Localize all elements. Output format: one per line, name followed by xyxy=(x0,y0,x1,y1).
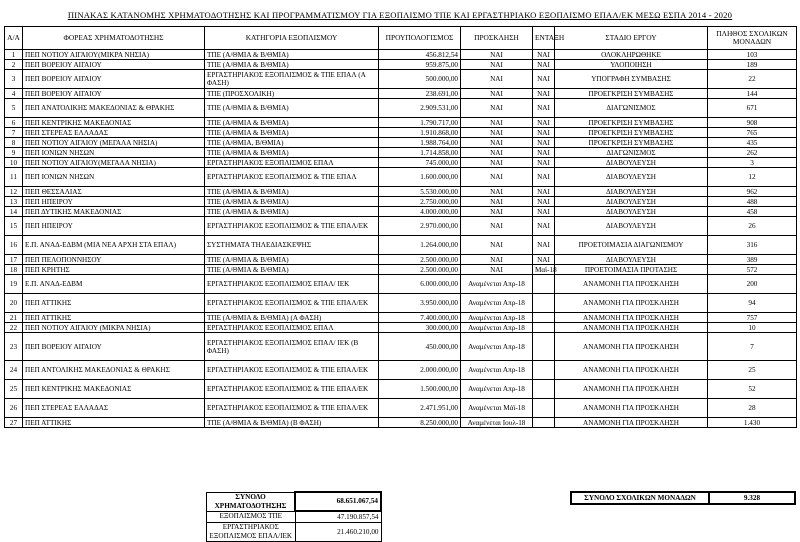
table-row xyxy=(5,333,797,361)
row-category: ΤΠΕ (Α/ΘΜΙΑ & Β/ΘΜΙΑ) xyxy=(205,118,379,128)
schools-total xyxy=(570,491,796,505)
row-number: 15 xyxy=(5,217,23,236)
row-inclusion-status xyxy=(533,333,555,361)
row-school-count: 316 xyxy=(708,236,797,255)
row-inclusion-status: ΝΑΙ xyxy=(533,168,555,187)
funding-totals xyxy=(206,491,382,542)
row-category: ΕΡΓΑΣΤΗΡΙΑΚΟΣ ΕΞΟΠΛΙΣΜΟΣ ΕΠΑΛ xyxy=(205,323,379,333)
row-category: ΕΡΓΑΣΤΗΡΙΑΚΟΣ ΕΞΟΠΛΙΣΜΟΣ & ΤΠΕ ΕΠΑΛ xyxy=(205,168,379,187)
row-organization: ΠΕΠ ΔΥΤΙΚΗΣ ΜΑΚΕΔΟΝΙΑΣ xyxy=(23,207,205,217)
row-school-count: 52 xyxy=(708,380,797,399)
row-category: ΤΠΕ (Α/ΘΜΙΑ & Β/ΘΜΙΑ) xyxy=(205,265,379,275)
row-inclusion-status: ΝΑΙ xyxy=(533,50,555,60)
row-category: ΕΡΓΑΣΤΗΡΙΑΚΟΣ ΕΞΟΠΛΙΣΜΟΣ ΕΠΑΛ/ ΙΕΚ (Β ΦΑΣΗ) xyxy=(205,333,379,361)
row-budget: 238.691,00 xyxy=(379,89,461,99)
row-school-count: 7 xyxy=(708,333,797,361)
row-project-stage: ΑΝΑΜΟΝΗ ΓΙΑ ΠΡΟΣΚΛΗΣΗ xyxy=(555,361,708,380)
row-inclusion-status xyxy=(533,380,555,399)
table-row xyxy=(5,99,797,118)
row-number: 12 xyxy=(5,187,23,197)
row-budget: 450.000,00 xyxy=(379,333,461,361)
row-organization: ΠΕΠ ΑΤΤΙΚΗΣ xyxy=(23,313,205,323)
lab-total-value: 21.460.210,00 xyxy=(295,523,381,542)
row-inclusion-status: ΝΑΙ xyxy=(533,128,555,138)
row-project-stage: ΑΝΑΜΟΝΗ ΓΙΑ ΠΡΟΣΚΛΗΣΗ xyxy=(555,275,708,294)
row-organization: ΠΕΠ ΝΟΤΙΟΥ ΑΙΓΑΙΟΥ(ΜΙΚΡΑ ΝΗΣΙΑ) xyxy=(23,50,205,60)
table-row xyxy=(5,60,797,70)
row-school-count: 28 xyxy=(708,399,797,418)
row-number: 23 xyxy=(5,333,23,361)
row-number: 8 xyxy=(5,138,23,148)
row-number: 27 xyxy=(5,418,23,428)
row-number: 20 xyxy=(5,294,23,313)
table-row xyxy=(5,236,797,255)
row-category: ΤΠΕ (Α/ΘΜΙΑ & Β/ΘΜΙΑ) xyxy=(205,99,379,118)
row-school-count: 458 xyxy=(708,207,797,217)
row-category: ΤΠΕ (Α/ΘΜΙΑ, Β/ΘΜΙΑ) xyxy=(205,138,379,148)
col-header-inclusion: ΕΝΤΑΞΗ xyxy=(533,27,555,50)
row-organization: ΠΕΠ ΒΟΡΕΙΟΥ ΑΙΓΑΙΟΥ xyxy=(23,60,205,70)
row-category: ΤΠΕ (Α/ΘΜΙΑ & Β/ΘΜΙΑ) (Α ΦΑΣΗ) xyxy=(205,313,379,323)
table-row xyxy=(5,50,797,60)
row-budget: 2.970.000,00 xyxy=(379,217,461,236)
row-category: ΕΡΓΑΣΤΗΡΙΑΚΟΣ ΕΞΟΠΛΙΣΜΟΣ ΕΠΑΛ xyxy=(205,158,379,168)
allocation-table xyxy=(4,26,797,428)
row-call-status: ΝΑΙ xyxy=(461,236,533,255)
row-number: 5 xyxy=(5,99,23,118)
row-call-status: Αναμένεται Απρ-18 xyxy=(461,294,533,313)
row-number: 21 xyxy=(5,313,23,323)
row-call-status: ΝΑΙ xyxy=(461,217,533,236)
row-budget: 1.790.717,00 xyxy=(379,118,461,128)
row-organization: ΠΕΠ ΚΕΝΤΡΙΚΗΣ ΜΑΚΕΔΟΝΙΑΣ xyxy=(23,380,205,399)
table-row xyxy=(5,158,797,168)
row-call-status: ΝΑΙ xyxy=(461,60,533,70)
row-organization: ΠΕΠ ΗΠΕΙΡΟΥ xyxy=(23,217,205,236)
row-inclusion-status: ΝΑΙ xyxy=(533,60,555,70)
row-organization: ΠΕΠ ΑΤΤΙΚΗΣ xyxy=(23,418,205,428)
row-call-status: ΝΑΙ xyxy=(461,128,533,138)
row-number: 26 xyxy=(5,399,23,418)
table-row xyxy=(5,70,797,89)
table-row xyxy=(5,323,797,333)
row-number: 14 xyxy=(5,207,23,217)
row-category: ΤΠΕ (Α/ΘΜΙΑ & Β/ΘΜΙΑ) xyxy=(205,207,379,217)
row-budget: 1.500.000,00 xyxy=(379,380,461,399)
row-project-stage: ΔΙΑΒΟΥΛΕΥΣΗ xyxy=(555,187,708,197)
row-call-status: ΝΑΙ xyxy=(461,148,533,158)
table-row xyxy=(5,313,797,323)
row-school-count: 435 xyxy=(708,138,797,148)
table-row xyxy=(5,265,797,275)
row-budget: 7.400.000,00 xyxy=(379,313,461,323)
row-project-stage: ΑΝΑΜΟΝΗ ΓΙΑ ΠΡΟΣΚΛΗΣΗ xyxy=(555,418,708,428)
col-header-stage: ΣΤΑΔΙΟ ΕΡΓΟΥ xyxy=(555,27,708,50)
row-inclusion-status xyxy=(533,275,555,294)
row-school-count: 1.430 xyxy=(708,418,797,428)
row-category: ΤΠΕ (Α/ΘΜΙΑ & Β/ΘΜΙΑ) xyxy=(205,187,379,197)
row-number: 6 xyxy=(5,118,23,128)
row-organization: ΠΕΠ ΒΟΡΕΙΟΥ ΑΙΓΑΙΟΥ xyxy=(23,333,205,361)
row-project-stage: ΑΝΑΜΟΝΗ ΓΙΑ ΠΡΟΣΚΛΗΣΗ xyxy=(555,380,708,399)
row-organization: ΠΕΠ ΙΟΝΙΩΝ ΝΗΣΩΝ xyxy=(23,148,205,158)
row-inclusion-status: ΝΑΙ xyxy=(533,236,555,255)
col-header-schools: ΠΛΗΘΟΣ ΣΧΟΛΙΚΩΝ ΜΟΝΑΔΩΝ xyxy=(708,27,797,50)
row-budget: 2.750.000,00 xyxy=(379,197,461,207)
row-school-count: 144 xyxy=(708,89,797,99)
row-budget: 300.000,00 xyxy=(379,323,461,333)
row-category: ΤΠΕ (Α/ΘΜΙΑ & Β/ΘΜΙΑ) (Β ΦΑΣΗ) xyxy=(205,418,379,428)
row-project-stage: ΠΡΟΕΤΟΙΜΑΣΙΑ ΠΡΟΤΑΣΗΣ xyxy=(555,265,708,275)
col-header-category: ΚΑΤΗΓΟΡΙΑ ΕΞΟΠΛΙΣΜΟΥ xyxy=(205,27,379,50)
row-number: 19 xyxy=(5,275,23,294)
row-call-status: ΝΑΙ xyxy=(461,70,533,89)
table-row xyxy=(5,89,797,99)
row-call-status: ΝΑΙ xyxy=(461,158,533,168)
row-school-count: 12 xyxy=(708,168,797,187)
tpe-total-label: ΕΞΟΠΛΙΣΜΟΣ ΤΠΕ xyxy=(207,511,296,523)
row-budget: 1.988.764,00 xyxy=(379,138,461,148)
row-number: 16 xyxy=(5,236,23,255)
row-school-count: 200 xyxy=(708,275,797,294)
row-category: ΕΡΓΑΣΤΗΡΙΑΚΟΣ ΕΞΟΠΛΙΣΜΟΣ & ΤΠΕ ΕΠΑΛ (Α ΦΑΣΗ) xyxy=(205,70,379,89)
row-category: ΕΡΓΑΣΤΗΡΙΑΚΟΣ ΕΞΟΠΛΙΣΜΟΣ & ΤΠΕ ΕΠΑΛ/ΕΚ xyxy=(205,380,379,399)
row-inclusion-status xyxy=(533,294,555,313)
total-schools-label: ΣΥΝΟΛΟ ΣΧΟΛΙΚΩΝ ΜΟΝΑΔΩΝ xyxy=(571,492,709,504)
row-budget: 4.000.000,00 xyxy=(379,207,461,217)
row-category: ΕΡΓΑΣΤΗΡΙΑΚΟΣ ΕΞΟΠΛΙΣΜΟΣ & ΤΠΕ ΕΠΑΛ/ΕΚ xyxy=(205,399,379,418)
row-project-stage: ΠΡΟΕΓΚΡΙΣΗ ΣΥΜΒΑΣΗΣ xyxy=(555,138,708,148)
row-organization: Ε.Π. ΑΝΑΔ-ΕΔΒΜ xyxy=(23,275,205,294)
row-budget: 2.471.951,00 xyxy=(379,399,461,418)
row-inclusion-status xyxy=(533,399,555,418)
table-row xyxy=(5,418,797,428)
row-project-stage: ΔΙΑΒΟΥΛΕΥΣΗ xyxy=(555,217,708,236)
row-school-count: 10 xyxy=(708,323,797,333)
row-category: ΤΠΕ (Α/ΘΜΙΑ & Β/ΘΜΙΑ) xyxy=(205,128,379,138)
row-school-count: 103 xyxy=(708,50,797,60)
table-row xyxy=(5,168,797,187)
row-school-count: 671 xyxy=(708,99,797,118)
row-budget: 8.250.000,00 xyxy=(379,418,461,428)
row-project-stage: ΠΡΟΕΓΚΡΙΣΗ ΣΥΜΒΑΣΗΣ xyxy=(555,118,708,128)
row-category: ΕΡΓΑΣΤΗΡΙΑΚΟΣ ΕΞΟΠΛΙΣΜΟΣ & ΤΠΕ ΕΠΑΛ/ΕΚ xyxy=(205,361,379,380)
row-school-count: 757 xyxy=(708,313,797,323)
row-organization: ΠΕΠ ΠΕΛΟΠΟΝΝΗΣΟΥ xyxy=(23,255,205,265)
row-call-status: ΝΑΙ xyxy=(461,265,533,275)
row-budget: 456.812,54 xyxy=(379,50,461,60)
row-organization: ΠΕΠ ΝΟΤΙΟΥ ΑΙΓΑΙΟΥ (ΜΙΚΡΑ ΝΗΣΙΑ) xyxy=(23,323,205,333)
row-call-status: ΝΑΙ xyxy=(461,50,533,60)
row-call-status: Αναμένεται Μάϊ-18 xyxy=(461,399,533,418)
table-row xyxy=(5,217,797,236)
row-budget: 959.875,00 xyxy=(379,60,461,70)
row-inclusion-status: ΝΑΙ xyxy=(533,148,555,158)
table-row xyxy=(5,197,797,207)
col-header-call: ΠΡΟΣΚΛΗΣΗ xyxy=(461,27,533,50)
row-category: ΕΡΓΑΣΤΗΡΙΑΚΟΣ ΕΞΟΠΛΙΣΜΟΣ & ΤΠΕ ΕΠΑΛ/ΕΚ xyxy=(205,294,379,313)
row-budget: 1.264.000,00 xyxy=(379,236,461,255)
row-number: 3 xyxy=(5,70,23,89)
table-row xyxy=(5,361,797,380)
row-call-status: ΝΑΙ xyxy=(461,187,533,197)
row-project-stage: ΔΙΑΒΟΥΛΕΥΣΗ xyxy=(555,158,708,168)
row-project-stage: ΑΝΑΜΟΝΗ ΓΙΑ ΠΡΟΣΚΛΗΣΗ xyxy=(555,323,708,333)
row-category: ΕΡΓΑΣΤΗΡΙΑΚΟΣ ΕΞΟΠΛΙΣΜΟΣ ΕΠΑΛ/ ΙΕΚ xyxy=(205,275,379,294)
row-organization: ΠΕΠ ΣΤΕΡΕΑΣ ΕΛΛΑΔΑΣ xyxy=(23,399,205,418)
document-title: ΠΙΝΑΚΑΣ ΚΑΤΑΝΟΜΗΣ ΧΡΗΜΑΤΟΔΟΤΗΣΗΣ ΚΑΙ ΠΡΟΓΡΑΜΜΑΤΙΣΜΟΥ ΓΙΑ ΕΞΟΠΛΙΣΜΟ ΤΠΕ ΚΑΙ ΕΡΓΑΣΤΗΡΙΑΚΟ ΕΞΟΠΛΙΣΜΟ ΕΠΑΛ/ΕΚ ΜΕΣΩ ΕΣΠΑ 2014 - 2020 xyxy=(67,10,733,20)
row-school-count: 389 xyxy=(708,255,797,265)
table-row xyxy=(5,187,797,197)
row-project-stage: ΥΠΟΓΡΑΦΗ ΣΥΜΒΑΣΗΣ xyxy=(555,70,708,89)
row-budget: 6.000.000,00 xyxy=(379,275,461,294)
row-number: 7 xyxy=(5,128,23,138)
row-number: 22 xyxy=(5,323,23,333)
row-inclusion-status: ΝΑΙ xyxy=(533,70,555,89)
row-school-count: 26 xyxy=(708,217,797,236)
table-row xyxy=(5,380,797,399)
col-header-budget: ΠΡΟΥΠΟΛΟΓΙΣΜΟΣ xyxy=(379,27,461,50)
row-call-status: ΝΑΙ xyxy=(461,89,533,99)
row-call-status: Αναμένεται Απρ-18 xyxy=(461,275,533,294)
row-inclusion-status: ΝΑΙ xyxy=(533,99,555,118)
table-row xyxy=(5,128,797,138)
col-header-aa: Α/Α xyxy=(5,27,23,50)
row-category: ΣΥΣΤΗΜΑΤΑ ΤΗΛΕΔΙΑΣΚΕΨΗΣ xyxy=(205,236,379,255)
row-category: ΤΠΕ (Α/ΘΜΙΑ & Β/ΘΜΙΑ) xyxy=(205,148,379,158)
row-organization: ΠΕΠ ΚΕΝΤΡΙΚΗΣ ΜΑΚΕΔΟΝΙΑΣ xyxy=(23,118,205,128)
row-school-count: 962 xyxy=(708,187,797,197)
row-school-count: 488 xyxy=(708,197,797,207)
row-project-stage: ΑΝΑΜΟΝΗ ΓΙΑ ΠΡΟΣΚΛΗΣΗ xyxy=(555,294,708,313)
row-school-count: 3 xyxy=(708,158,797,168)
row-inclusion-status: ΝΑΙ xyxy=(533,197,555,207)
row-number: 24 xyxy=(5,361,23,380)
row-call-status: ΝΑΙ xyxy=(461,197,533,207)
row-project-stage: ΔΙΑΒΟΥΛΕΥΣΗ xyxy=(555,207,708,217)
row-budget: 5.530.000,00 xyxy=(379,187,461,197)
row-call-status: ΝΑΙ xyxy=(461,207,533,217)
row-inclusion-status xyxy=(533,418,555,428)
row-number: 4 xyxy=(5,89,23,99)
row-organization: ΠΕΠ ΗΠΕΙΡΟΥ xyxy=(23,197,205,207)
row-budget: 3.950.000,00 xyxy=(379,294,461,313)
row-call-status: ΝΑΙ xyxy=(461,99,533,118)
row-organization: ΠΕΠ ΣΤΕΡΕΑΣ ΕΛΛΑΔΑΣ xyxy=(23,128,205,138)
row-inclusion-status: ΝΑΙ xyxy=(533,89,555,99)
row-inclusion-status: ΝΑΙ xyxy=(533,255,555,265)
row-school-count: 262 xyxy=(708,148,797,158)
row-school-count: 189 xyxy=(708,60,797,70)
row-category: ΤΠΕ (Α/ΘΜΙΑ & Β/ΘΜΙΑ) xyxy=(205,197,379,207)
row-budget: 1.600.000,00 xyxy=(379,168,461,187)
row-organization: Ε.Π. ΑΝΑΔ-ΕΔΒΜ (ΜΙΑ ΝΕΑ ΑΡΧΗ ΣΤΑ ΕΠΑΛ) xyxy=(23,236,205,255)
row-school-count: 572 xyxy=(708,265,797,275)
row-inclusion-status: ΝΑΙ xyxy=(533,187,555,197)
row-call-status: ΝΑΙ xyxy=(461,168,533,187)
row-call-status: ΝΑΙ xyxy=(461,118,533,128)
table-row xyxy=(5,275,797,294)
row-call-status: ΝΑΙ xyxy=(461,255,533,265)
row-project-stage: ΥΛΟΠΟΙΗΣΗ xyxy=(555,60,708,70)
row-project-stage: ΠΡΟΕΓΚΡΙΣΗ ΣΥΜΒΑΣΗΣ xyxy=(555,128,708,138)
row-call-status: Αναμένεται Απρ-18 xyxy=(461,333,533,361)
row-inclusion-status xyxy=(533,361,555,380)
row-number: 11 xyxy=(5,168,23,187)
row-budget: 2.500.000,00 xyxy=(379,265,461,275)
tpe-total-value: 47.190.857,54 xyxy=(295,511,381,523)
row-project-stage: ΔΙΑΓΩΝΙΣΜΟΣ xyxy=(555,148,708,158)
row-organization: ΠΕΠ ΑΝΤΟΛΙΚΗΣ ΜΑΚΕΔΟΝΙΑΣ & ΘΡΑΚΗΣ xyxy=(23,361,205,380)
total-schools-value: 9.328 xyxy=(709,492,795,504)
row-project-stage: ΑΝΑΜΟΝΗ ΓΙΑ ΠΡΟΣΚΛΗΣΗ xyxy=(555,313,708,323)
row-budget: 745.000,00 xyxy=(379,158,461,168)
row-inclusion-status: Μαϊ-18 xyxy=(533,265,555,275)
row-project-stage: ΔΙΑΓΩΝΙΣΜΟΣ xyxy=(555,99,708,118)
row-inclusion-status: ΝΑΙ xyxy=(533,118,555,128)
row-organization: ΠΕΠ ΚΡΗΤΗΣ xyxy=(23,265,205,275)
row-budget: 1.910.868,00 xyxy=(379,128,461,138)
row-number: 2 xyxy=(5,60,23,70)
row-call-status: ΝΑΙ xyxy=(461,138,533,148)
row-call-status: Αναμένεται Ιουλ-18 xyxy=(461,418,533,428)
row-organization: ΠΕΠ ΑΤΤΙΚΗΣ xyxy=(23,294,205,313)
row-budget: 1.714.858,00 xyxy=(379,148,461,158)
table-row xyxy=(5,294,797,313)
row-budget: 500.000,00 xyxy=(379,70,461,89)
row-number: 25 xyxy=(5,380,23,399)
row-budget: 2.500.000,00 xyxy=(379,255,461,265)
row-project-stage: ΔΙΑΒΟΥΛΕΥΣΗ xyxy=(555,168,708,187)
row-budget: 2.909.531,00 xyxy=(379,99,461,118)
row-number: 9 xyxy=(5,148,23,158)
col-header-org: ΦΟΡΕΑΣ ΧΡΗΜΑΤΟΔΟΤΗΣΗΣ xyxy=(23,27,205,50)
row-number: 13 xyxy=(5,197,23,207)
row-project-stage: ΠΡΟΕΤΟΙΜΑΣΙΑ ΔΙΑΓΩΝΙΣΜΟΥ xyxy=(555,236,708,255)
row-school-count: 22 xyxy=(708,70,797,89)
row-category: ΤΠΕ (Α/ΘΜΙΑ & Β/ΘΜΙΑ) xyxy=(205,60,379,70)
row-call-status: Αναμένεται Απρ-18 xyxy=(461,323,533,333)
row-organization: ΠΕΠ ΑΝΑΤΟΛΙΚΗΣ ΜΑΚΕΔΟΝΙΑΣ & ΘΡΑΚΗΣ xyxy=(23,99,205,118)
row-organization: ΠΕΠ ΝΟΤΙΟΥ ΑΙΓΑΙΟΥ(ΜΕΓΑΛΑ ΝΗΣΙΑ) xyxy=(23,158,205,168)
total-funding-value: 68.651.067,54 xyxy=(295,492,381,511)
row-call-status: Αναμένεται Απρ-18 xyxy=(461,380,533,399)
row-organization: ΠΕΠ ΒΟΡΕΙΟΥ ΑΙΓΑΙΟΥ xyxy=(23,89,205,99)
row-project-stage: ΑΝΑΜΟΝΗ ΓΙΑ ΠΡΟΣΚΛΗΣΗ xyxy=(555,333,708,361)
lab-total-label: ΕΡΓΑΣΤΗΡΙΑΚΟΣ ΕΞΟΠΛΙΣΜΟΣ ΕΠΑΛ/ΙΕΚ xyxy=(207,523,296,542)
row-category: ΤΠΕ (Α/ΘΜΙΑ & Β/ΘΜΙΑ) xyxy=(205,255,379,265)
table-row xyxy=(5,118,797,128)
table-header-row xyxy=(5,27,797,50)
table-row xyxy=(5,138,797,148)
table-row xyxy=(5,207,797,217)
row-organization: ΠΕΠ ΘΕΣΣΑΛΙΑΣ xyxy=(23,187,205,197)
table-row xyxy=(5,148,797,158)
row-budget: 2.000.000,00 xyxy=(379,361,461,380)
row-project-stage: ΑΝΑΜΟΝΗ ΓΙΑ ΠΡΟΣΚΛΗΣΗ xyxy=(555,399,708,418)
row-organization: ΠΕΠ ΒΟΡΕΙΟΥ ΑΙΓΑΙΟΥ xyxy=(23,70,205,89)
row-category: ΤΠΕ (ΠΡΟΣΧΟΛΙΚΗ) xyxy=(205,89,379,99)
row-project-stage: ΔΙΑΒΟΥΛΕΥΣΗ xyxy=(555,197,708,207)
row-category: ΤΠΕ (Α/ΘΜΙΑ & Β/ΘΜΙΑ) xyxy=(205,50,379,60)
table-row xyxy=(5,399,797,418)
row-school-count: 908 xyxy=(708,118,797,128)
row-inclusion-status xyxy=(533,323,555,333)
row-project-stage: ΠΡΟΕΓΚΡΙΣΗ ΣΥΜΒΑΣΗΣ xyxy=(555,89,708,99)
row-inclusion-status: ΝΑΙ xyxy=(533,207,555,217)
row-inclusion-status: ΝΑΙ xyxy=(533,217,555,236)
table-row xyxy=(5,255,797,265)
row-inclusion-status xyxy=(533,313,555,323)
total-funding-label: ΣΥΝΟΛΟ ΧΡΗΜΑΤΟΔΟΤΗΣΗΣ xyxy=(207,492,296,511)
row-organization: ΠΕΠ ΝΟΤΙΟΥ ΑΙΓΑΙΟΥ (ΜΕΓΑΛΑ ΝΗΣΙΑ) xyxy=(23,138,205,148)
row-school-count: 94 xyxy=(708,294,797,313)
row-category: ΕΡΓΑΣΤΗΡΙΑΚΟΣ ΕΞΟΠΛΙΣΜΟΣ & ΤΠΕ ΕΠΑΛ/ΕΚ xyxy=(205,217,379,236)
row-number: 17 xyxy=(5,255,23,265)
row-school-count: 765 xyxy=(708,128,797,138)
row-call-status: Αναμένεται Απρ-18 xyxy=(461,361,533,380)
row-number: 1 xyxy=(5,50,23,60)
row-call-status: Αναμένεται Απρ-18 xyxy=(461,313,533,323)
row-school-count: 25 xyxy=(708,361,797,380)
row-project-stage: ΔΙΑΒΟΥΛΕΥΣΗ xyxy=(555,255,708,265)
row-inclusion-status: ΝΑΙ xyxy=(533,158,555,168)
row-inclusion-status: ΝΑΙ xyxy=(533,138,555,148)
row-number: 10 xyxy=(5,158,23,168)
row-project-stage: ΟΛΟΚΛΗΡΩΘΗΚΕ xyxy=(555,50,708,60)
row-organization: ΠΕΠ ΙΟΝΙΩΝ ΝΗΣΩΝ xyxy=(23,168,205,187)
row-number: 18 xyxy=(5,265,23,275)
